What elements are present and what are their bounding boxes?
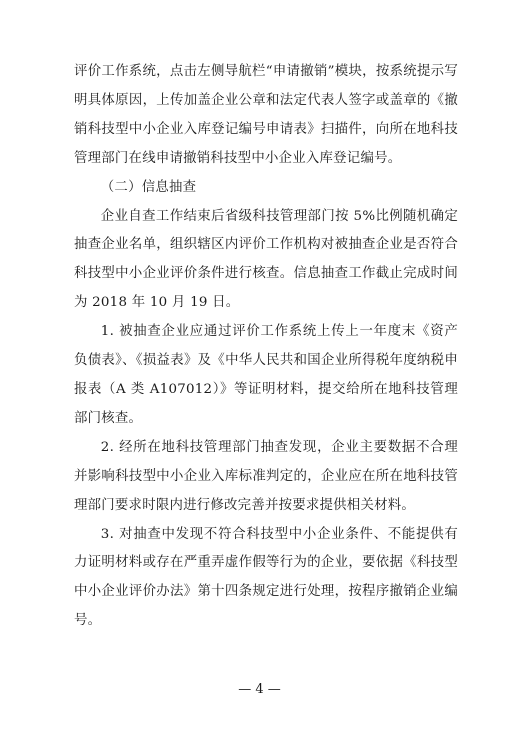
page-number: — 4 — <box>238 682 281 697</box>
paragraph-item-1: 1. 被抽查企业应通过评价工作系统上传上一年度末《资产负债表》、《损益表》及《中华人民共和国企业所得税年度纳税申报表（A 类 A107012）》等证明材料，提交给所在地科技管理部门核查。 <box>74 324 458 426</box>
paragraph-revocation-procedure: 评价工作系统，点击左侧导航栏“申请撤销”模块，按系统提示写明具体原因，上传加盖企业公章和法定代表人签字或盖章的《撤销科技型中小企业入库登记编号申请表》扫描件，向所在地科技管理部门在线申请撤销科技型中小企业入库登记编号。 <box>74 64 458 166</box>
paragraph-item-2: 2. 经所在地科技管理部门抽查发现，企业主要数据不合理并影响科技型中小企业入库标准判定的，企业应在所在地科技管理部门要求时限内进行修改完善并按要求提供相关材料。 <box>74 439 458 513</box>
document-body <box>74 58 458 636</box>
paragraph-spot-check-overview: 企业自查工作结束后省级科技管理部门按 5%比例随机确定抽查企业名单，组织辖区内评价工作机构对被抽查企业是否符合科技型中小企业评价条件进行核查。信息抽查工作截止完成时间为 2018 年 10 月 19 日。 <box>74 208 458 311</box>
section-heading-info-spot-check: （二）信息抽查 <box>100 179 197 195</box>
paragraph-item-3: 3. 对抽查中发现不符合科技型中小企业条件、不能提供有力证明材料或存在严重弄虚作假等行为的企业，要依据《科技型中小企业评价办法》第十四条规定进行处理，按程序撤销企业编号。 <box>74 526 458 629</box>
